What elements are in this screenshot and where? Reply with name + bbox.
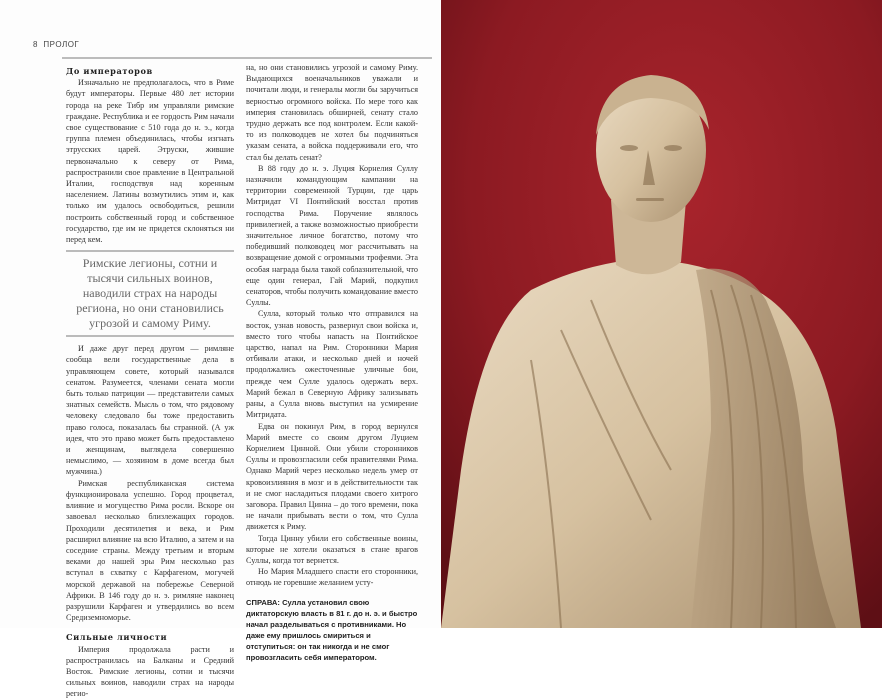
paragraph: Римская республиканская система функционировала успешно. Город процветал, влияние и могущество Рима росли. Вскоре он завоевал несколько близлежащих городов. Проходили десятилетия и века, и Рим расширил влияние на всю Италию, а затем и на соседние страны. Между третьим и вторым веками до нашей эры Рим несколько раз вступал в схватку с Карфагеном, могучей морской державой на побережье Северной Африки. В 146 году до н. э. римляне наконец разрушили Карфаген и утвердились во всем Средиземноморье. [66,478,234,623]
paragraph: Сулла, который только что отправился на восток, узнав новость, развернул свои войска и, вместо того чтобы напасть на Понтийское царство, напал на Рим. Сторонники Мария отбивали атаки, и несколько дней и ночей продолжались ожесточенные уличные бои, прежде чем Сулле удалось одержать верх. Марий бежал в Северную Африку зализывать раны, а Сулла вновь выступил на усмирение Митридата. [246,309,418,420]
photo-caption [246,597,418,663]
statue-photo [441,0,882,628]
heading-before-emperors: До императоров [66,66,153,76]
caption-label: СПРАВА: [246,597,280,607]
section-title: ПРОЛОГ [43,40,80,49]
statue-illustration [441,0,882,628]
caption-text: Сулла установил свою диктаторскую власть в 81 г. до н. э. и быстро начал разделываться с противниками. Но даже ему пришлось смириться и отступиться: он так никогда и не смог провозгласить себя императором. [246,597,418,662]
page-number: 8 [33,40,38,49]
paragraph: Изначально не предполагалось, что в Риме будут императоры. Первые 480 лет истории города на реке Тибр им управляли римские граждане. Республика и ее гордость Рим начали свое существование с 510 года до н. э., когда группа племен объединилась, чтобы изгнать этрусских царей. Этруски, жившие первоначально к северу от Рима, распространили свое правление в Центральной Италии, господствуя над коренным населением. Латины возмутились этим и, как только им удалось освободиться, решили построить собственный город и собственное государство, где им не придется склоняться ни перед кем. [66,78,234,245]
paragraph: Но Мария Младшего спасти его сторонники, отнюдь не горевшие желанием усту- [246,567,418,588]
paragraph: В 88 году до н. э. Луция Корнелия Суллу назначили командующим кампании на территории современной Турции, где царь Митридат VI Понтийский восстал против господства Рима. Поручение являлось привилегией, а также возможностью приобрести значительное личное богатство, потому что победивший полководец мог рассчитывать на возвращение домой с огромными трофеями. Эта особая награда была такой соблазнительной, что еще один генерал, Гай Марий, подкупил сенаторов, чтобы получить командование вместо Суллы. [246,163,418,308]
left-page [0,0,441,699]
heading-strong-personalities: Сильные личности [66,632,168,643]
paragraph: Тогда Цинну убили его собственные воины, которые не хотели оказаться в стане врагов Суллы, когда тот вернется. [246,533,418,565]
paragraph: на, но они становились угрозой и самому Риму. Выдающихся военачальников уважали и почитали люди, и генералы могли бы заручиться верностью огромного войска. По мере того как империя становилась обширней, сенату стало трудно держать все под контролем. Если какой-то из полководцев не хотел бы подчиняться указам сената, а войска поддерживали его, что стал бы делать сенат? [246,63,418,162]
paragraph: Империя продолжала расти и распространилась на Балканы и Средний Восток. Римские легионы, сотни и тысячи сильных воинов, наводили страх на народы регио- [66,644,234,699]
pull-quote: Римские легионы, сотни и тысячи сильных воинов, наводили страх на народы региона, но они становились угрозой и самому Риму. [66,250,234,337]
paragraph: И даже друг перед другом — римляне сообща вели государственные дела в управляющем совете, который назывался сенатом. Разумеется, членами сената могли быть только патриции — представители самых знатных семейств. Мысль о том, что рядовому человеку следовало бы тоже предоставить право голоса, показалась бы странной. (А уж идея, что это право может быть предоставлено и женщинам, выглядела совершенно немыслимо, — хозяином в доме всегда был мужчина.) [66,344,234,477]
paragraph: Едва он покинул Рим, в город вернулся Марий вместе со своим другом Луцием Корнелием Цинной. Они убили сторонников Суллы и провозгласили себя правителями Рима. Однако Марий через несколько недель умер от кровоизлияния в мозг и в действительности так и не смог насладиться плодами своего хитрого заговора. Правил Цинна – до того времени, пока не начали прибывать вести о том, что Сулла движется к Риму. [246,421,418,532]
text-column-2 [246,62,418,663]
header-rule [62,57,432,59]
text-column-1 [66,66,234,700]
running-head [33,40,79,49]
